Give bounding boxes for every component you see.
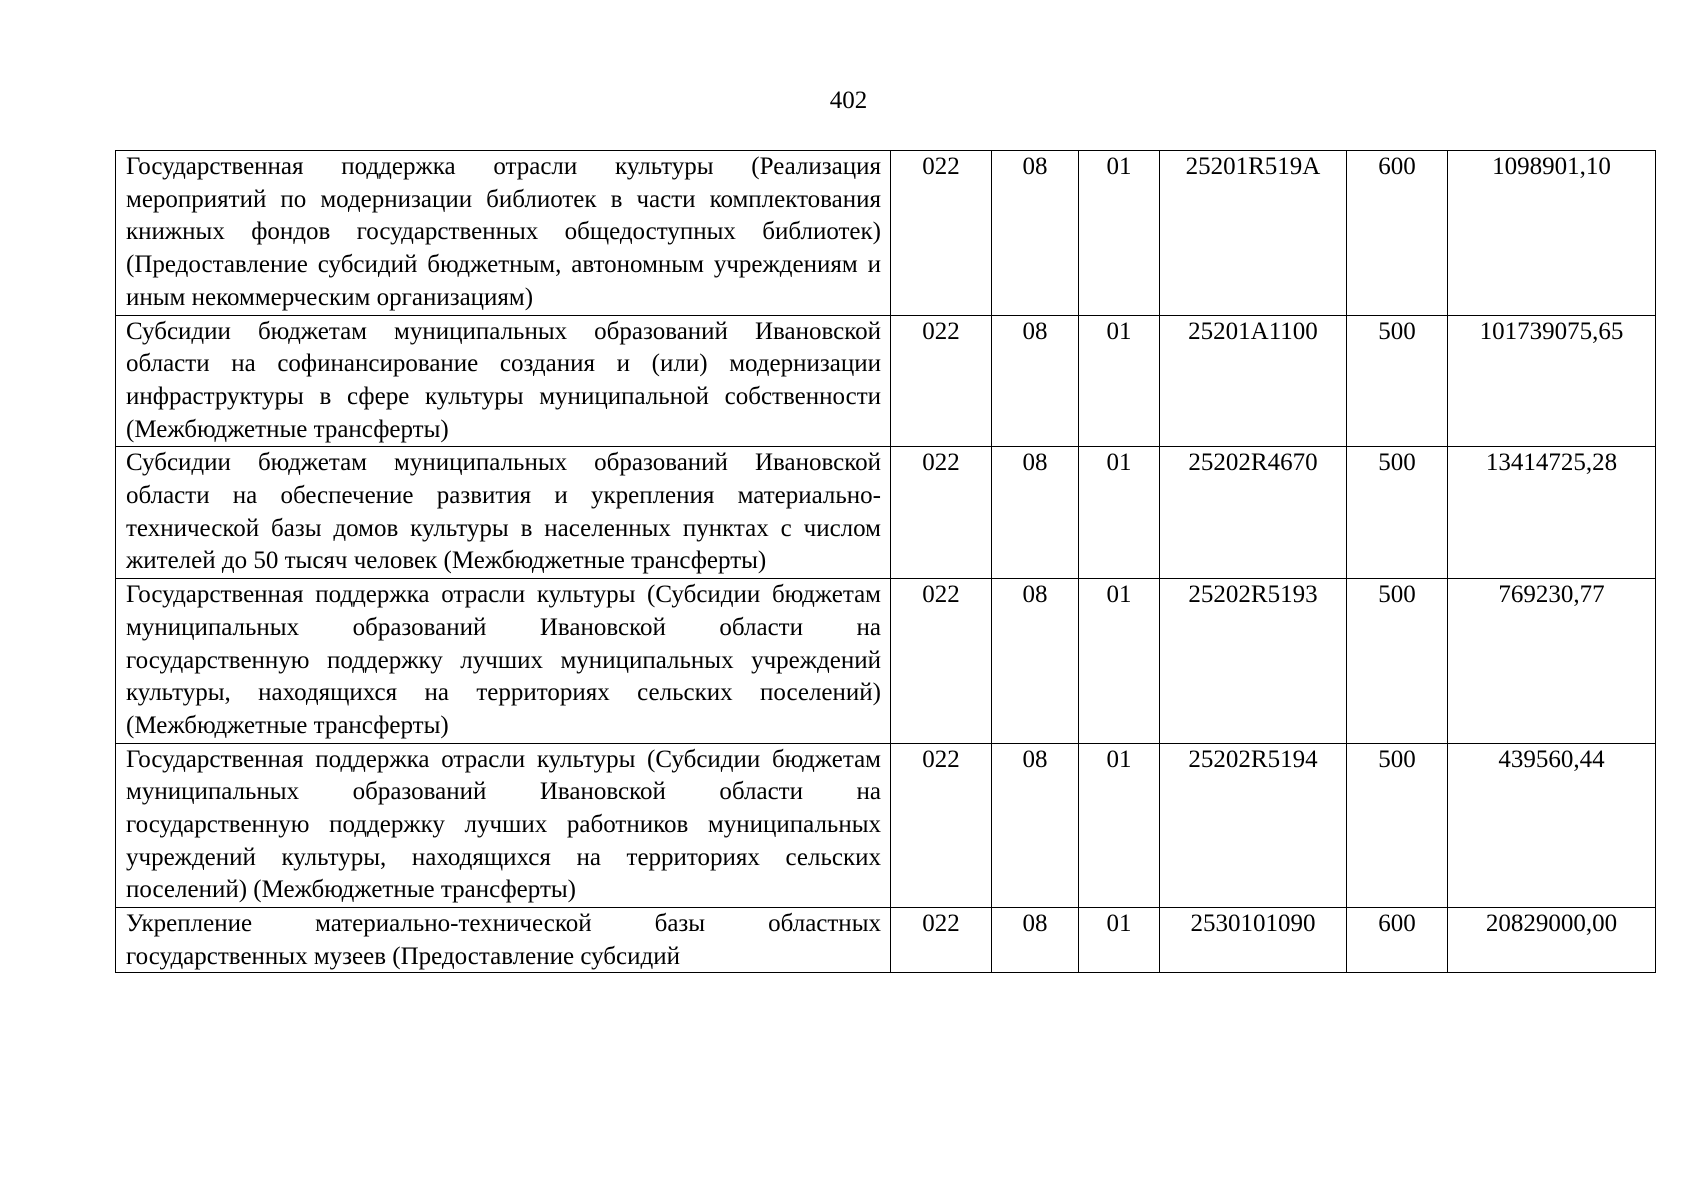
page-number: 402	[829, 87, 868, 114]
section-code: 08	[992, 908, 1079, 973]
budget-table	[115, 150, 1656, 973]
ministry-code: 022	[891, 315, 992, 447]
target-article-code: 25202R5193	[1160, 579, 1347, 744]
ministry-code: 022	[891, 151, 992, 316]
subsection-code: 01	[1079, 743, 1160, 908]
amount: 1098901,10	[1448, 151, 1656, 316]
table-row	[116, 743, 1656, 908]
row-description-cell	[116, 908, 891, 973]
target-article-code: 2530101090	[1160, 908, 1347, 973]
target-article-code: 25201A1100	[1160, 315, 1347, 447]
row-description: Государственная поддержка отрасли культуры (Субсидии бюджетам муниципальных образований Ивановской области на государственную поддержку лучших работников муниципальных учреждений культуры, находящихся на территориях сельских поселений) (Межбюджетные трансферты)	[116, 743, 891, 908]
section-code: 08	[992, 151, 1079, 316]
subsection-code: 01	[1079, 151, 1160, 316]
row-description: Государственная поддержка отрасли культуры (Субсидии бюджетам муниципальных образований Ивановской области на государственную поддержку лучших муниципальных учреждений культуры, находящихся на территориях сельских поселений) (Межбюджетные трансферты)	[116, 579, 891, 744]
expense-type-code: 500	[1347, 743, 1448, 908]
target-article-code: 25202R4670	[1160, 447, 1347, 579]
section-code: 08	[992, 579, 1079, 744]
section-code: 08	[992, 315, 1079, 447]
row-description: Субсидии бюджетам муниципальных образований Ивановской области на софинансирование создания и (или) модернизации инфраструктуры в сфере культуры муниципальной собственности (Межбюджетные трансферты)	[116, 315, 891, 447]
table-row	[116, 151, 1656, 316]
ministry-code: 022	[891, 908, 992, 973]
target-article-code: 25201R519A	[1160, 151, 1347, 316]
subsection-code: 01	[1079, 315, 1160, 447]
expense-type-code: 600	[1347, 908, 1448, 973]
table-row	[116, 908, 1656, 973]
subsection-code: 01	[1079, 447, 1160, 579]
expense-type-code: 500	[1347, 315, 1448, 447]
subsection-code: 01	[1079, 908, 1160, 973]
ministry-code: 022	[891, 447, 992, 579]
expense-type-code: 600	[1347, 151, 1448, 316]
amount: 20829000,00	[1448, 908, 1656, 973]
row-description: Субсидии бюджетам муниципальных образований Ивановской области на обеспечение развития и укрепления материально-технической базы домов культуры в населенных пунктах с числом жителей до 50 тысяч человек (Межбюджетные трансферты)	[116, 447, 891, 579]
ministry-code: 022	[891, 579, 992, 744]
ministry-code: 022	[891, 743, 992, 908]
subsection-code: 01	[1079, 579, 1160, 744]
table-row	[116, 447, 1656, 579]
expense-type-code: 500	[1347, 447, 1448, 579]
row-description: Укрепление материально-технической базы областных государственных музеев (Предоставление субсидий	[126, 910, 881, 970]
table-row	[116, 315, 1656, 447]
row-description: Государственная поддержка отрасли культуры (Реализация мероприятий по модернизации библиотек в части комплектования книжных фондов государственных общедоступных библиотек) (Предоставление субсидий бюджетным, автономным учреждениям и иным некоммерческим организациям)	[116, 151, 891, 316]
section-code: 08	[992, 743, 1079, 908]
amount: 13414725,28	[1448, 447, 1656, 579]
amount: 769230,77	[1448, 579, 1656, 744]
amount: 439560,44	[1448, 743, 1656, 908]
section-code: 08	[992, 447, 1079, 579]
table-row	[116, 579, 1656, 744]
target-article-code: 25202R5194	[1160, 743, 1347, 908]
amount: 101739075,65	[1448, 315, 1656, 447]
expense-type-code: 500	[1347, 579, 1448, 744]
